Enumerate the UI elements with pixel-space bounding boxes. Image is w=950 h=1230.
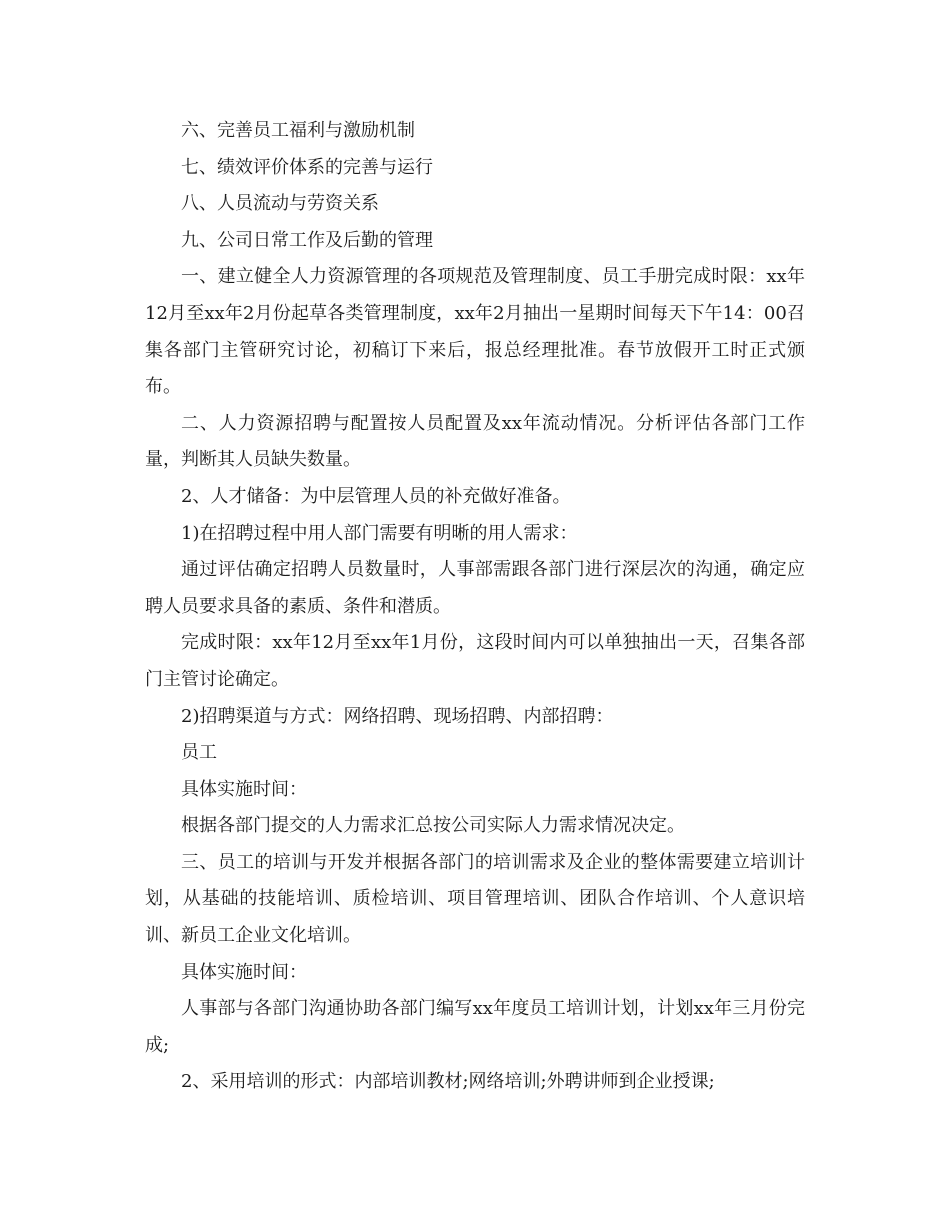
paragraph: 具体实施时间： — [181, 961, 307, 983]
paragraph: 九、公司日常工作及后勤的管理 — [181, 229, 433, 251]
paragraph: 一、建立健全人力资源管理的各项规范及管理制度、员工手册完成时限：xx年12月至xx年2月份起草各类管理制度，xx年2月抽出一星期时间每天下午14：00召集各部门主管研究讨论，初稿订下来后，报总经理批准。春节放假开工时正式颁布。 — [145, 266, 805, 398]
paragraph: 六、完善员工福利与激励机制 — [181, 120, 415, 141]
paragraph: 具体实施时间： — [181, 778, 307, 800]
paragraph: 完成时限：xx年12月至xx年1月份，这段时间内可以单独抽出一天，召集各部门主管讨论确定。 — [145, 632, 805, 690]
paragraph: 员工 — [181, 742, 217, 764]
paragraph: 2、人才储备：为中层管理人员的补充做好准备。 — [181, 485, 571, 507]
paragraph: 八、人员流动与劳资关系 — [181, 193, 379, 215]
paragraph: 人事部与各部门沟通协助各部门编写xx年度员工培训计划，计划xx年三月份完成; — [145, 998, 805, 1056]
document-body — [145, 113, 805, 1101]
paragraph: 二、人力资源招聘与配置按人员配置及xx年流动情况。分析评估各部门工作量，判断其人员缺失数量。 — [145, 412, 805, 471]
paragraph: 三、员工的培训与开发并根据各部门的培训需求及企业的整体需要建立培训计划，从基础的技能培训、质检培训、项目管理培训、团队合作培训、个人意识培训、新员工企业文化培训。 — [145, 851, 805, 947]
paragraph: 2)招聘渠道与方式：网络招聘、现场招聘、内部招聘： — [181, 705, 614, 727]
paragraph: 1)在招聘过程中用人部门需要有明晰的用人需求： — [181, 522, 578, 544]
paragraph: 通过评估确定招聘人员数量时，人事部需跟各部门进行深层次的沟通，确定应聘人员要求具备的素质、条件和潜质。 — [145, 559, 805, 617]
paragraph: 根据各部门提交的人力需求汇总按公司实际人力需求情况决定。 — [181, 815, 685, 837]
paragraph: 2、采用培训的形式：内部培训教材;网络培训;外聘讲师到企业授课; — [181, 1071, 715, 1093]
paragraph: 七、绩效评价体系的完善与运行 — [181, 156, 433, 178]
